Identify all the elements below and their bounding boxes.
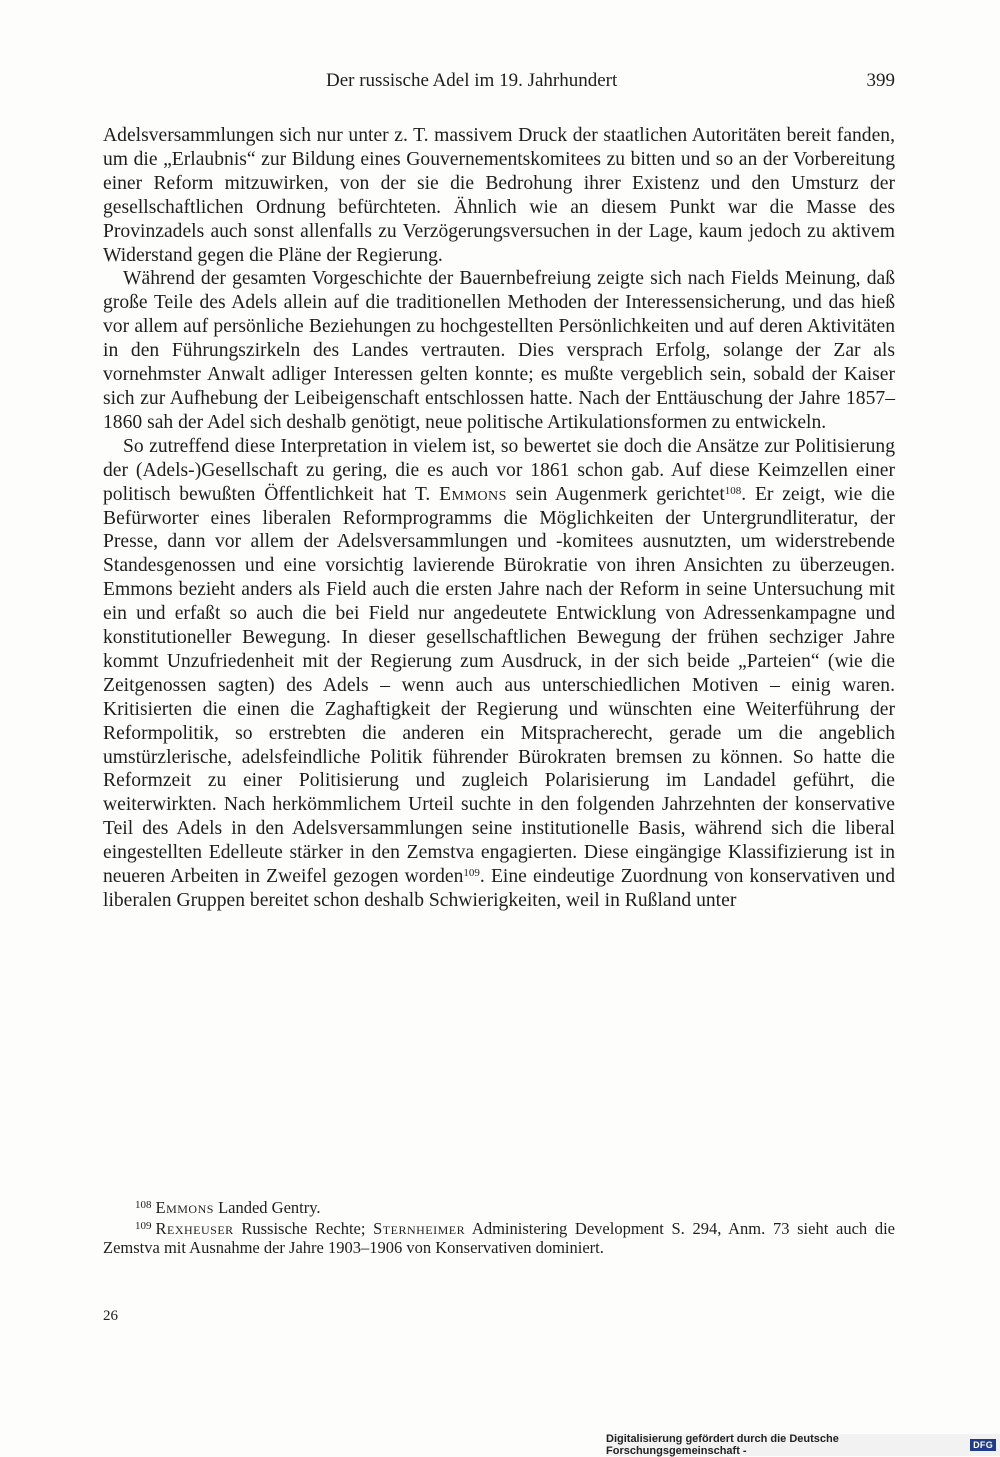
paragraph-3-part-b: sein Augenmerk gerichtet bbox=[506, 483, 725, 505]
paragraph-2: Während der gesamten Vorgeschichte der Bauernbefreiung zeigte sich nach Fields Meinung, daß große Teile des Adels allein auf die traditionellen Methoden der Interessensicherung, und das hieß vor allem auf persönliche Beziehungen zu hochgestellten Persönlichkeiten und auf deren Aktivitäten in den Führungszirkeln des Landes vertrauten. Dies versprach Erfolg, solange der Zar als vornehmster Anwalt adliger Interessen gelten konnte; es mußte vergeblich sein, sobald der Kaiser sich zur Aufhebung der Leibeigenschaft entschlossen hatte. Nach der Enttäuschung der Jahre 1857–1860 sah der Adel sich deshalb genötigt, neue politische Artikulationsformen zu entwickeln. bbox=[103, 268, 895, 433]
running-head bbox=[103, 70, 895, 100]
banner-text: Digitalisierung gefördert durch die Deutsche Forschungsgemeinschaft - bbox=[606, 1433, 839, 1457]
paragraph-3 bbox=[103, 435, 895, 913]
footnote-author: Emmons bbox=[155, 1198, 214, 1217]
footnote-number: 108 bbox=[135, 1199, 152, 1211]
paragraph-1: Adelsversammlungen sich nur unter z. T. massivem Druck der staatlichen Autoritäten bereit fanden, um die „Erlaubnis“ zur Bildung eines Gouvernementskomitees zu bitten und so an der Vorbereitung einer Reform mitzuwirken, von der sie die Bedrohung ihrer Existenz und den Umsturz der gesellschaftlichen Ordnung befürchteten. Ähnlich wie an diesem Punkt war die Masse des Provinzadels auch sonst allenfalls zu Verzögerungsversuchen in der Lage, kaum jedoch zu aktivem Widerstand gegen die Pläne der Regierung. bbox=[103, 125, 895, 266]
footnotes bbox=[103, 1196, 895, 1258]
footnote-author: Rexheuser bbox=[155, 1219, 234, 1239]
dfg-logo-icon: DFG bbox=[970, 1439, 996, 1451]
footnote-number: 109 bbox=[135, 1220, 152, 1233]
paragraph-3-part-a: So zutreffend diese Interpretation in vielem ist, so bewertet sie doch die Ansätze zur Politisierung der (Adels-)Gesellschaft zu gering, die es auch vor 1861 schon gab. Auf diese Keimzellen einer politisch bewußten Öffentlichkeit hat T. bbox=[103, 435, 895, 505]
footnote-text: Administering Development S. 294, Anm. 73 sieht auch die Zemstva mit Ausnahme der Jahre 1903–1906 von Konservativen dominiert. bbox=[103, 1219, 895, 1258]
footnote-text: Landed Gentry. bbox=[213, 1198, 321, 1217]
paragraph-3-part-d: . Eine eindeutige Zuordnung von konservativen und liberalen Gruppen bereitet schon deshalb Schwierigkeiten, weil in Rußland unter bbox=[103, 866, 895, 911]
author-name-emmons: Emmons bbox=[439, 483, 507, 505]
dfg-banner bbox=[606, 1434, 1000, 1456]
footnote-108 bbox=[103, 1196, 895, 1217]
footnote-text: Russische Rechte; bbox=[233, 1219, 374, 1239]
footnote-ref-109[interactable]: 109 bbox=[463, 867, 480, 880]
page-number: 399 bbox=[866, 70, 895, 91]
body-text bbox=[103, 124, 895, 913]
running-title: Der russische Adel im 19. Jahrhundert bbox=[326, 70, 618, 91]
printer-signature: 26 bbox=[103, 1308, 118, 1324]
paragraph-3-part-c: . Er zeigt, wie die Befürworter eines liberalen Reformprogramms die Möglichkeiten der Untergrundliteratur, der Presse, dann vor allem der Adelsversammlungen und -komitees ausnutzten, um widerstrebende Standesgenossen und eine vorsichtig lavierende Bürokratie von ihren Ansichten zu überzeugen. Emmons bezieht anders als Field auch die ersten Jahre nach der Reform in seine Untersuchung mit ein und erfaßt so auch die bei Field nur angedeutete Entwicklung von Adressenkampagne und konstitutioneller Bewegung. In dieser gesellschaftlichen Bewegung der frühen sechziger Jahre kommt Unzufriedenheit mit der Regierung zum Ausdruck, in der sich beide „Parteien“ (wie die Zeitgenossen sagten) des Adels – wenn auch aus unterschiedlichen Motiven – einig waren. Kritisierten die einen die Zaghaftigkeit der Regierung und wünschten eine Weiterführung der Reformpolitik, so erstrebten die anderen ein Mitspracherecht, gerade um die angeblich umstürzlerische, adelsfeindliche Politik führender Bürokraten bremsen zu können. So hatte die Reformzeit zu einer Politisierung und zugleich Polarisierung im Landadel geführt, die weiterwirkten. Nach herkömmlichem Urteil suchte in den folgenden Jahrzehnten der konservative Teil des Adels in den Adelsversammlungen seine institutionelle Basis, während sich die liberal eingestellten Edelleute stärker in den Zemstva engagierten. Diese eingängige Klassifizierung ist in neueren Arbeiten in Zweifel gezogen worden bbox=[103, 483, 895, 888]
footnote-author: Sternheimer bbox=[373, 1219, 466, 1239]
footnote-109 bbox=[103, 1217, 895, 1257]
footnote-ref-108[interactable]: 108 bbox=[724, 484, 742, 497]
